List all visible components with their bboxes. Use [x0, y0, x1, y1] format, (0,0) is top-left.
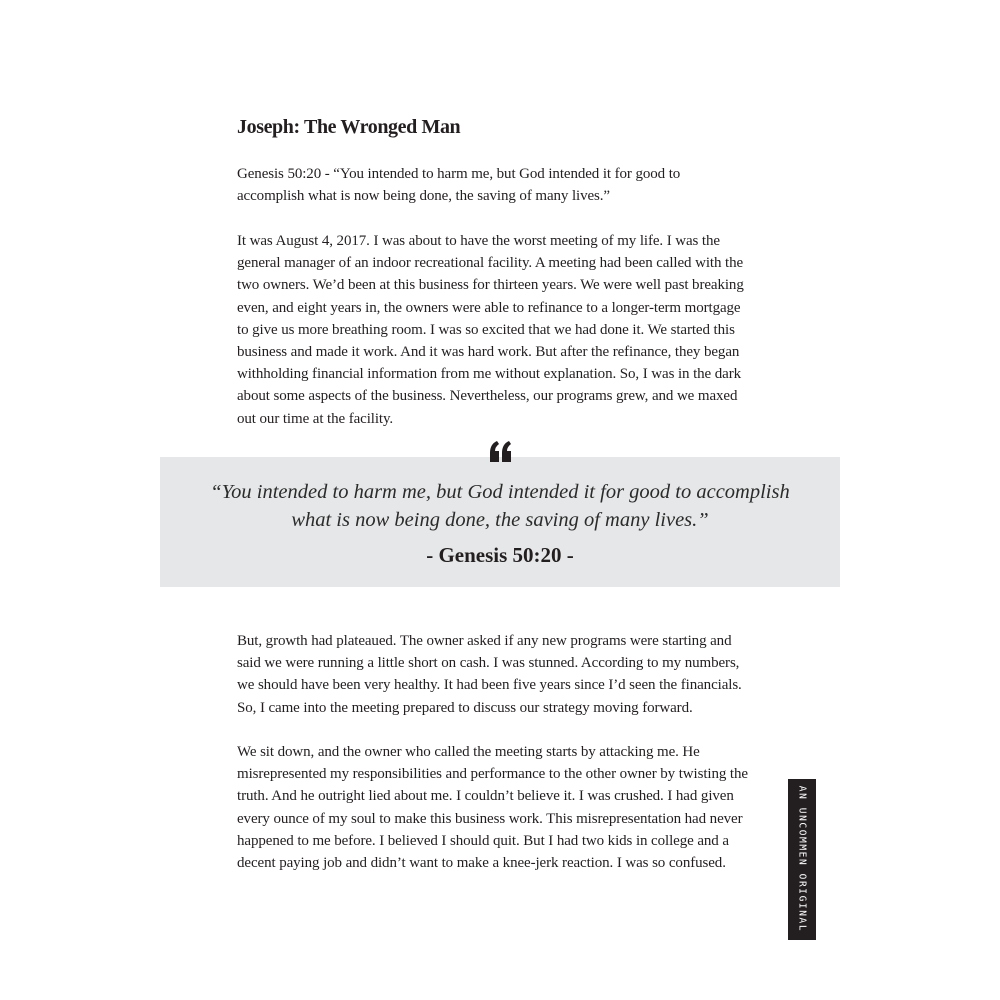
text-line: about some aspects of the business. Nevertheless, our programs grew, and we maxed — [237, 388, 738, 405]
text-line: truth. And he outright lied about me. I couldn’t believe it. I was crushed. I had given — [237, 788, 734, 805]
text-line: business and made it work. And it was hard work. But after the refinance, they began — [237, 344, 740, 361]
pull-quote-line: what is now being done, the saving of many lives.” — [291, 509, 709, 531]
text-line: So, I came into the meeting prepared to discuss our strategy moving forward. — [237, 699, 693, 716]
pull-quote-text — [160, 478, 840, 534]
story-paragraph-2 — [237, 630, 762, 719]
text-line: out our time at the facility. — [237, 410, 394, 427]
text-line: decent paying job and didn’t want to make a knee-jerk reaction. I was so confused. — [237, 855, 726, 872]
pull-quote-line: “You intended to harm me, but God intended it for good to accomplish — [210, 481, 790, 503]
pull-quote-band — [160, 457, 840, 587]
text-line: even, and eight years in, the owners were able to refinance to a longer-term mortgage — [237, 299, 741, 316]
text-line: accomplish what is now being done, the saving of many lives.” — [237, 188, 610, 205]
text-line: we should have been very healthy. It had been five years since I’d seen the financials. — [237, 677, 742, 694]
text-line: We sit down, and the owner who called the meeting starts by attacking me. He — [237, 744, 700, 760]
text-line: every ounce of my soul to make this business work. This misrepresentation had never — [237, 810, 743, 827]
text-line: withholding financial information from me without explanation. So, I was in the dark — [237, 366, 741, 383]
page-title: Joseph: The Wronged Man — [237, 116, 461, 138]
text-line: general manager of an indoor recreational facility. A meeting had been called with the — [237, 255, 744, 272]
side-tab — [788, 779, 816, 940]
scripture-intro — [237, 163, 762, 207]
story-paragraph-1 — [237, 230, 762, 430]
side-tab-label: AN UNCOMMEN ORIGINAL — [796, 785, 808, 933]
text-line: Genesis 50:20 - “You intended to harm me, but God intended it for good to — [237, 166, 681, 182]
text-line: misrepresented my responsibilities and performance to the other owner by twisting the — [237, 766, 748, 783]
pull-quote-reference: - Genesis 50:20 - — [426, 543, 574, 567]
story-paragraph-3 — [237, 741, 762, 874]
text-line: But, growth had plateaued. The owner asked if any new programs were starting and — [237, 633, 732, 649]
text-line: said we were running a little short on cash. I was stunned. According to my numbers, — [237, 655, 740, 672]
quote-icon — [489, 440, 513, 464]
text-line: It was August 4, 2017. I was about to have the worst meeting of my life. I was the — [237, 233, 720, 249]
text-line: to give us more breathing room. I was so excited that we had done it. We started this — [237, 321, 735, 338]
text-line: happened to me before. I believed I should quit. But I had two kids in college and a — [237, 832, 729, 849]
text-line: two owners. We’d been at this business for thirteen years. We were well past breaking — [237, 277, 744, 294]
